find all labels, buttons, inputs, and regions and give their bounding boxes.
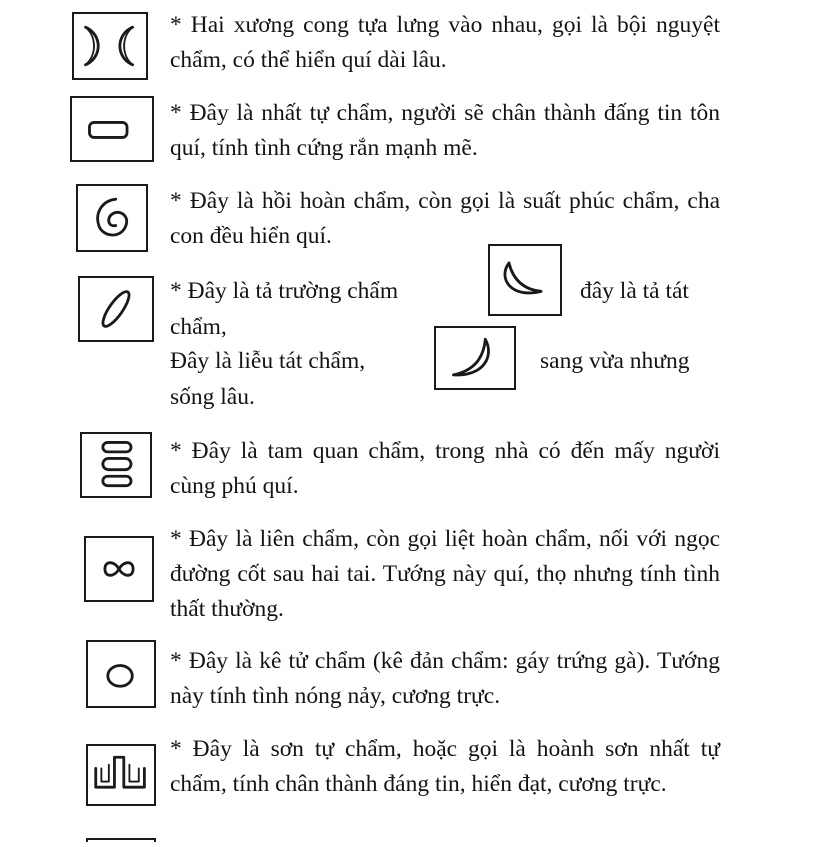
entry-2-figure bbox=[70, 96, 154, 162]
entry-5-text: * Đây là tam quan chẩm, trong nhà có đến mấy người cùng phú quí. bbox=[170, 438, 720, 499]
entry-8-figure bbox=[86, 744, 156, 806]
circle-icon bbox=[88, 642, 154, 706]
entry-7-figure bbox=[86, 640, 156, 708]
entry-3-text: * Đây là hồi hoàn chẩm, còn gọi là suất phúc chẩm, cha con đều hiển quí. bbox=[170, 188, 720, 249]
entry-1-text: * Hai xương cong tựa lưng vào nhau, gọi là bội nguyệt chẩm, có thể hiển quí dài lâu. bbox=[170, 12, 720, 73]
entry-4-text-after-icon-2: sang vừa nhưng bbox=[540, 348, 690, 374]
infinity-icon bbox=[86, 538, 152, 600]
entry-8-text: * Đây là sơn tự chẩm, hoặc gọi là hoành sơn nhất tự chẩm, tính chân thành đáng tin, hiển đạt, cương trực. bbox=[170, 736, 720, 797]
entry-6-text: * Đây là liên chẩm, còn gọi liệt hoàn chẩm, nối với ngọc đường cốt sau hai tai. Tướng này quí, thọ nhưng tính tình thất thường. bbox=[170, 526, 720, 622]
three-ovals-icon bbox=[82, 434, 150, 496]
entry-4-text-after-icon-1: đây là tả tát bbox=[580, 278, 689, 304]
spiral-icon bbox=[78, 186, 146, 250]
entry-4-inline-figure-1 bbox=[488, 244, 562, 316]
entry-4-line-2: chẩm, bbox=[170, 314, 227, 340]
entry-6-figure bbox=[84, 536, 154, 602]
diagonal-oval-icon bbox=[80, 278, 152, 340]
entry-1-figure bbox=[72, 12, 148, 80]
entry-2-text: * Đây là nhất tự chẩm, người sẽ chân thành đấng tin tôn quí, tính tình cứng rắn mạnh mẽ. bbox=[170, 100, 720, 161]
entry-3-figure bbox=[76, 184, 148, 252]
mountain-shape-icon bbox=[88, 746, 154, 804]
double-crescent-icon bbox=[74, 14, 146, 78]
right-crescent-icon bbox=[436, 328, 514, 388]
entry-4-line-3-start: Đây là liễu tát chẩm, bbox=[170, 348, 366, 374]
entry-7-text: * Đây là kê tử chẩm (kê đản chẩm: gáy trứng gà). Tướng này tính tình nóng nảy, cương trực. bbox=[170, 648, 720, 709]
left-crescent-icon bbox=[490, 246, 560, 314]
entry-5-figure bbox=[80, 432, 152, 498]
next-figure-edge bbox=[86, 838, 156, 842]
entry-4-inline-figure-2 bbox=[434, 326, 516, 390]
rounded-bar-icon bbox=[72, 98, 152, 160]
entry-4-line-4: sống lâu. bbox=[170, 384, 255, 410]
entry-4-figure bbox=[78, 276, 154, 342]
entry-4-text-start: * Đây là tả trường chẩm bbox=[170, 278, 399, 304]
